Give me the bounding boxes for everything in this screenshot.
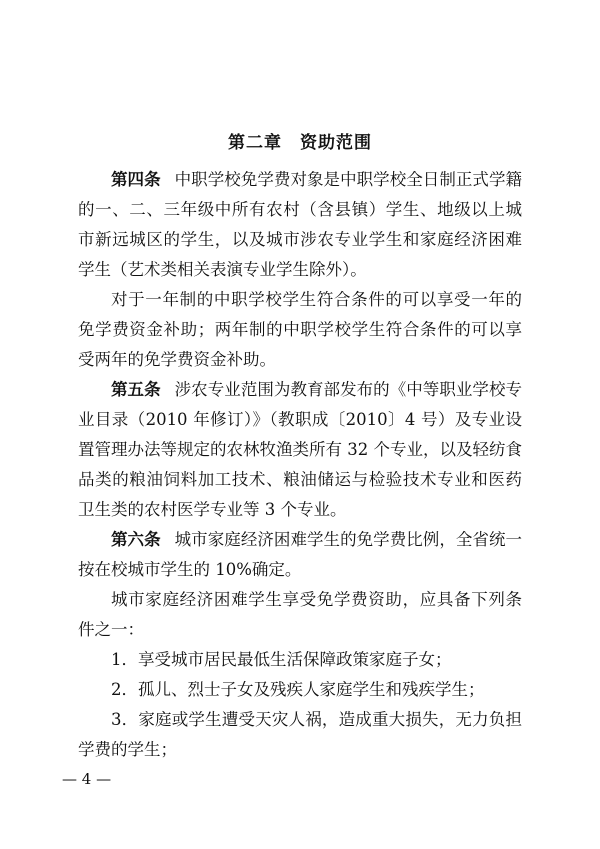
article-number: 第六条 <box>111 530 161 549</box>
article-4-paragraph <box>78 165 522 285</box>
list-item <box>78 645 522 675</box>
article-5-paragraph <box>78 375 522 525</box>
article-number: 第四条 <box>111 170 161 189</box>
article-6-paragraph <box>78 525 522 585</box>
list-item <box>78 675 522 705</box>
paragraph-text: 对于一年制的中职学校学生符合条件的可以享受一年的免学费资金补助；两年制的中职学校学生符合条件的可以享受两年的免学费资金补助。 <box>78 290 522 369</box>
paragraph-text: 城市家庭经济困难学生享受免学费资助，应具备下列条件之一： <box>78 590 522 639</box>
chapter-title: 第二章 资助范围 <box>228 133 372 153</box>
article-6-continuation-paragraph <box>78 585 522 645</box>
article-number: 第五条 <box>111 380 161 399</box>
paragraph-text: 中职学校免学费对象是中职学校全日制正式学籍的一、二、三年级中所有农村（含县镇）学生、地级以上城市新远城区的学生，以及城市涉农专业学生和家庭经济困难学生（艺术类相关表演专业学生除外）。 <box>78 170 523 279</box>
paragraph-text: 城市家庭经济困难学生的免学费比例，全省统一按在校城市学生的 10%确定。 <box>78 530 523 579</box>
list-item <box>78 705 522 765</box>
list-item-text: 3．家庭或学生遭受天灾人祸，造成重大损失，无力负担学费的学生； <box>78 710 522 759</box>
page-number: — 4 — <box>62 770 112 788</box>
list-item-text: 1．享受城市居民最低生活保障政策家庭子女； <box>111 650 452 669</box>
article-4-continuation-paragraph <box>78 285 522 375</box>
paragraph-text: 涉农专业范围为教育部发布的《中等职业学校专业目录（2010 年修订）》（教职成〔2010〕4 号）及专业设置管理办法等规定的农林牧渔类所有 32 个专业，以及轻纺食品类的粮油饲料加工技术、粮油储运与检验技术专业和医药卫生类的农村医学专业等 3 个专业。 <box>78 380 523 519</box>
list-item-text: 2．孤儿、烈士子女及残疾人家庭学生和残疾学生； <box>111 680 485 699</box>
document-body <box>78 165 522 765</box>
